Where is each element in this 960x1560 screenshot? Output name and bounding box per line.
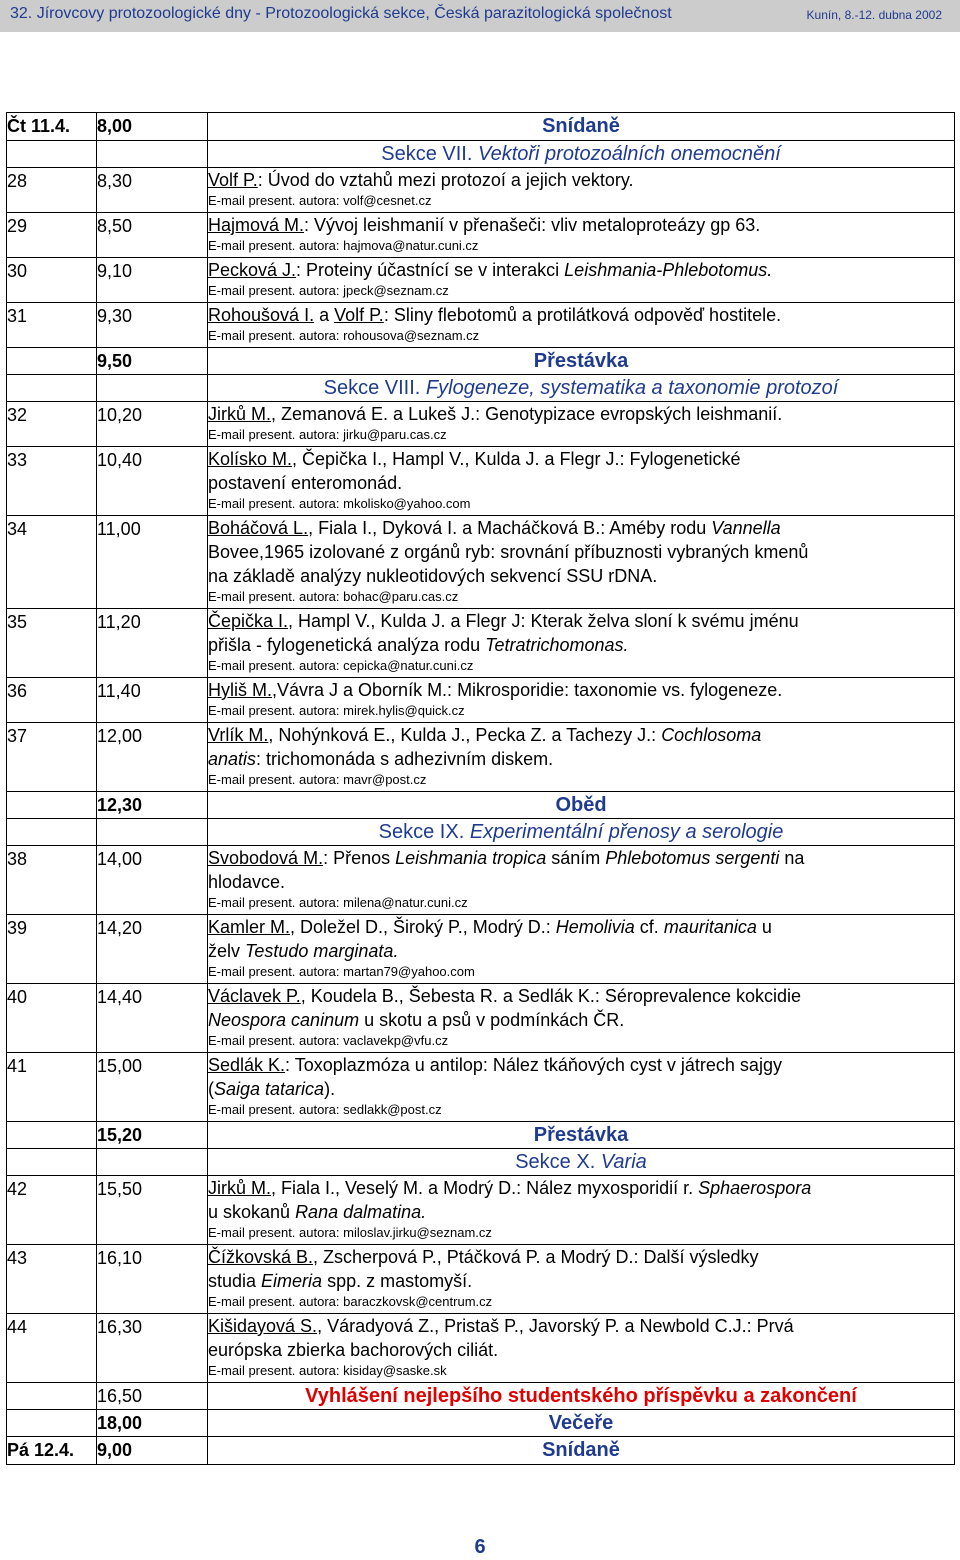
author-email: E-mail present. autora: baraczkovsk@centrum.cz <box>208 1294 493 1309</box>
talk-content: Čížkovská B., Zscherpová P., Ptáčková P. a Modrý D.: Další výsledky studia Eimeria spp. z mastomyší. E-mail present. autora: baraczkovsk@centrum.cz <box>208 1245 955 1314</box>
section-heading: Sekce IX. Experimentální přenosy a serologie <box>208 819 955 846</box>
talk-row <box>7 678 955 723</box>
talk-row <box>7 258 955 303</box>
time-cell: 18,00 <box>97 1410 208 1437</box>
talk-time: 9,30 <box>97 303 208 348</box>
author-email: E-mail present. autora: mavr@post.cz <box>208 772 427 787</box>
talk-time: 14,00 <box>97 846 208 915</box>
talk-row <box>7 1245 955 1314</box>
section-row <box>7 1149 955 1176</box>
closing-row <box>7 1383 955 1410</box>
talk-time: 9,10 <box>97 258 208 303</box>
author-email: E-mail present. autora: martan79@yahoo.com <box>208 964 475 979</box>
author-email: E-mail present. autora: sedlakk@post.cz <box>208 1102 442 1117</box>
time-cell: 8,00 <box>97 113 208 141</box>
author-email: E-mail present. autora: mirek.hylis@quick.cz <box>208 703 465 718</box>
talk-number: 42 <box>7 1176 97 1245</box>
event-cell: Přestávka <box>208 1122 955 1149</box>
author-email: E-mail present. autora: hajmova@natur.cuni.cz <box>208 238 479 253</box>
author-email: E-mail present. autora: kisiday@saske.sk <box>208 1363 447 1378</box>
event-cell: Přestávka <box>208 348 955 375</box>
talk-time: 10,20 <box>97 402 208 447</box>
author-email: E-mail present. autora: cepicka@natur.cuni.cz <box>208 658 474 673</box>
talk-content: Hajmová M.: Vývoj leishmanií v přenašeči: vliv metaloproteázy gp 63. E-mail present. autora: hajmova@natur.cuni.cz <box>208 213 955 258</box>
talk-row <box>7 984 955 1053</box>
talk-time: 12,00 <box>97 723 208 792</box>
author-email: E-mail present. autora: vaclavekp@vfu.cz <box>208 1033 449 1048</box>
talk-row <box>7 1314 955 1383</box>
talk-content: Jirků M., Zemanová E. a Lukeš J.: Genotypizace evropských leishmanií. E-mail present. autora: jirku@paru.cas.cz <box>208 402 955 447</box>
dinner-row <box>7 1410 955 1437</box>
section-row <box>7 375 955 402</box>
talk-content: Čepička I., Hampl V., Kulda J. a Flegr J: Kterak želva sloní k svému jménu přišla - fylogenetická analýza rodu Tetratrichomonas. E-mail present. autora: cepicka@natur.cuni.cz <box>208 609 955 678</box>
time-cell: 12,30 <box>97 792 208 819</box>
talk-time: 11,00 <box>97 516 208 609</box>
talk-time: 10,40 <box>97 447 208 516</box>
section-row <box>7 819 955 846</box>
talk-content: Kolísko M., Čepička I., Hampl V., Kulda J. a Flegr J.: Fylogenetické postavení enteromonád. E-mail present. autora: mkolisko@yahoo.com <box>208 447 955 516</box>
talk-number: 44 <box>7 1314 97 1383</box>
author-email: E-mail present. autora: volf@cesnet.cz <box>208 193 432 208</box>
talk-number: 37 <box>7 723 97 792</box>
talk-number: 34 <box>7 516 97 609</box>
talk-number: 36 <box>7 678 97 723</box>
talk-time: 15,50 <box>97 1176 208 1245</box>
talk-content: Vrlík M., Nohýnková E., Kulda J., Pecka Z. a Tachezy J.: Cochlosoma anatis: trichomonáda s adhezivním diskem. E-mail present. autora: mavr@post.cz <box>208 723 955 792</box>
talk-number: 41 <box>7 1053 97 1122</box>
page-header <box>0 0 960 32</box>
meal-row <box>7 113 955 141</box>
author-email: E-mail present. autora: jpeck@seznam.cz <box>208 283 449 298</box>
talk-row <box>7 516 955 609</box>
talk-row <box>7 915 955 984</box>
talk-time: 14,20 <box>97 915 208 984</box>
talk-row <box>7 609 955 678</box>
day-cell: Pá 12.4. <box>7 1437 97 1465</box>
talk-row <box>7 168 955 213</box>
author-email: E-mail present. autora: mkolisko@yahoo.com <box>208 496 471 511</box>
lunch-row <box>7 792 955 819</box>
talk-number: 39 <box>7 915 97 984</box>
event-cell: Snídaně <box>208 113 955 141</box>
break-row <box>7 1122 955 1149</box>
author-email: E-mail present. autora: rohousova@seznam.cz <box>208 328 480 343</box>
time-cell: 9,00 <box>97 1437 208 1465</box>
time-cell: 16,50 <box>97 1383 208 1410</box>
talk-time: 16,10 <box>97 1245 208 1314</box>
talk-time: 15,00 <box>97 1053 208 1122</box>
author-email: E-mail present. autora: jirku@paru.cas.cz <box>208 427 447 442</box>
section-heading: Sekce VIII. Fylogeneze, systematika a taxonomie protozoí <box>208 375 955 402</box>
schedule-table <box>6 112 955 1465</box>
talk-row <box>7 303 955 348</box>
event-cell: Snídaně <box>208 1437 955 1465</box>
talk-content: Pecková J.: Proteiny účastnící se v interakci Leishmania-Phlebotomus. E-mail present. autora: jpeck@seznam.cz <box>208 258 955 303</box>
talk-row <box>7 846 955 915</box>
talk-time: 11,40 <box>97 678 208 723</box>
section-row <box>7 141 955 168</box>
talk-number: 30 <box>7 258 97 303</box>
talk-number: 40 <box>7 984 97 1053</box>
talk-number: 28 <box>7 168 97 213</box>
break-row <box>7 348 955 375</box>
event-cell: Večeře <box>208 1410 955 1437</box>
talk-time: 8,30 <box>97 168 208 213</box>
meal-row <box>7 1437 955 1465</box>
closing-event: Vyhlášení nejlepšího studentského příspěvku a zakončení <box>208 1383 955 1410</box>
time-cell: 9,50 <box>97 348 208 375</box>
talk-content: Kišidayová S., Váradyová Z., Pristaš P., Javorský P. a Newbold C.J.: Prvá európska zbierka bachorových ciliát. E-mail present. autora: kisiday@saske.sk <box>208 1314 955 1383</box>
talk-content: Sedlák K.: Toxoplazmóza u antilop: Nález tkáňových cyst v játrech sajgy (Saiga tatarica). E-mail present. autora: sedlakk@post.cz <box>208 1053 955 1122</box>
talk-row <box>7 447 955 516</box>
talk-number: 38 <box>7 846 97 915</box>
talk-content: Jirků M., Fiala I., Veselý M. a Modrý D.: Nález myxosporidií r. Sphaerospora u skokanů Rana dalmatina. E-mail present. autora: miloslav.jirku@seznam.cz <box>208 1176 955 1245</box>
talk-content: Václavek P., Koudela B., Šebesta R. a Sedlák K.: Séroprevalence kokcidie Neospora caninum u skotu a psů v podmínkách ČR. E-mail present. autora: vaclavekp@vfu.cz <box>208 984 955 1053</box>
talk-row <box>7 213 955 258</box>
talk-time: 16,30 <box>97 1314 208 1383</box>
talk-time: 8,50 <box>97 213 208 258</box>
talk-number: 33 <box>7 447 97 516</box>
talk-row <box>7 723 955 792</box>
talk-content: Boháčová L., Fiala I., Dyková I. a Macháčková B.: Améby rodu Vannella Bovee,1965 izolované z orgánů ryb: srovnání příbuznosti vybraných kmenů na základě analýzy nukleotidových sekvencí SSU rDNA. E-mail present. autora: bohac@paru.cas.cz <box>208 516 955 609</box>
talk-number: 31 <box>7 303 97 348</box>
talk-number: 32 <box>7 402 97 447</box>
header-title: 32. Jírovcovy protozoologické dny - Protozoologická sekce, Česká parazitologická společnost <box>10 5 672 22</box>
section-heading: Sekce X. Varia <box>208 1149 955 1176</box>
author-email: E-mail present. autora: bohac@paru.cas.cz <box>208 589 459 604</box>
author-email: E-mail present. autora: miloslav.jirku@seznam.cz <box>208 1225 492 1240</box>
talk-content: Hyliš M.,Vávra J a Oborník M.: Mikrosporidie: taxonomie vs. fylogeneze. E-mail present. autora: mirek.hylis@quick.cz <box>208 678 955 723</box>
time-cell: 15,20 <box>97 1122 208 1149</box>
talk-time: 11,20 <box>97 609 208 678</box>
section-heading: Sekce VII. Vektoři protozoálních onemocnění <box>208 141 955 168</box>
day-cell: Čt 11.4. <box>7 113 97 141</box>
header-place-date: Kunín, 8.-12. dubna 2002 <box>806 8 942 22</box>
talk-number: 35 <box>7 609 97 678</box>
talk-content: Kamler M., Doležel D., Široký P., Modrý D.: Hemolivia cf. mauritanica u želv Testudo marginata. E-mail present. autora: martan79@yahoo.com <box>208 915 955 984</box>
author-email: E-mail present. autora: milena@natur.cuni.cz <box>208 895 468 910</box>
talk-content: Svobodová M.: Přenos Leishmania tropica sáním Phlebotomus sergenti na hlodavce. E-mail present. autora: milena@natur.cuni.cz <box>208 846 955 915</box>
talk-row <box>7 402 955 447</box>
talk-row <box>7 1176 955 1245</box>
talk-content: Rohoušová I. a Volf P.: Sliny flebotomů a protilátková odpověď hostitele. E-mail present. autora: rohousova@seznam.cz <box>208 303 955 348</box>
talk-content: Volf P.: Úvod do vztahů mezi protozoí a jejich vektory. E-mail present. autora: volf@cesnet.cz <box>208 168 955 213</box>
talk-number: 29 <box>7 213 97 258</box>
event-cell: Oběd <box>208 792 955 819</box>
page-number: 6 <box>474 1536 486 1558</box>
talk-number: 43 <box>7 1245 97 1314</box>
talk-row <box>7 1053 955 1122</box>
talk-time: 14,40 <box>97 984 208 1053</box>
